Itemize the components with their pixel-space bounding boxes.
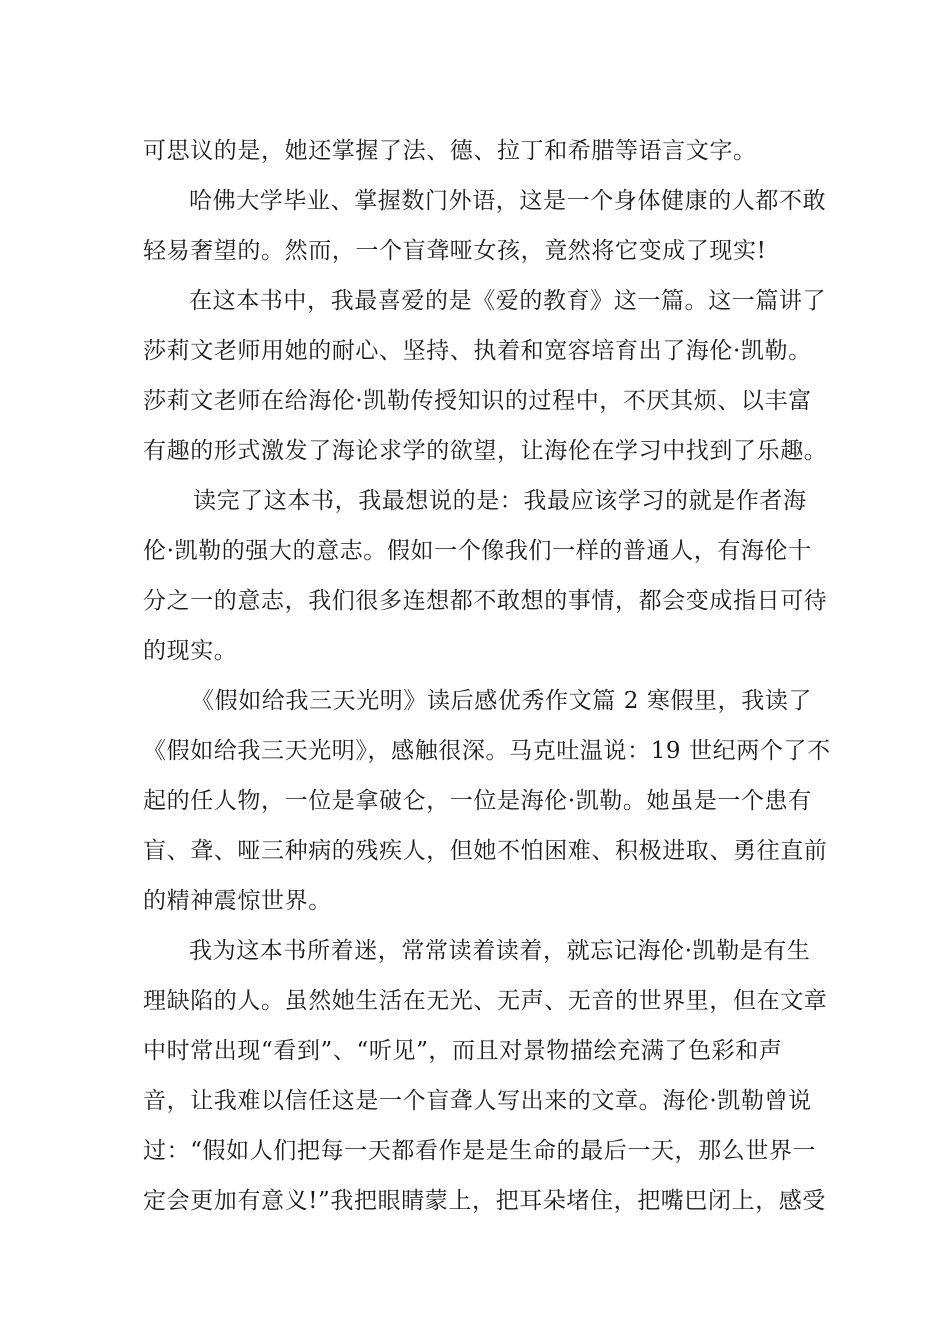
paragraph: [143, 126, 807, 176]
text-line: 中时常出现“看到”、“听见”，而且对景物描绘充满了色彩和声: [143, 1038, 783, 1064]
text-line: 莎莉文老师在给海伦·凯勒传授知识的过程中，不厌其烦、以丰富: [143, 388, 812, 414]
text-line: 起的任人物，一位是拿破仑，一位是海伦·凯勒。她虽是一个患有: [143, 788, 812, 814]
text-line: 过：“假如人们把每一天都看作是是生命的最后一天，那么世界一: [143, 1138, 817, 1164]
text-line: 轻易奢望的。然而，一个盲聋哑女孩，竟然将它变成了现实!: [143, 238, 767, 264]
text-line: 读完了这本书，我最想说的是：我最应该学习的就是作者海: [193, 488, 807, 514]
paragraph: [143, 926, 828, 1226]
text-line: 伦·凯勒的强大的意志。假如一个像我们一样的普通人，有海伦十: [143, 538, 812, 564]
text-line: 哈佛大学毕业、掌握数门外语，这是一个身体健康的人都不敢: [189, 188, 827, 214]
text-line: 分之一的意志，我们很多连想都不敢想的事情，都会变成指日可待: [143, 588, 828, 614]
text-line: 可思议的是，她还掌握了法、德、拉丁和希腊等语言文字。: [143, 138, 757, 164]
paragraph: [143, 476, 828, 676]
text-line: 有趣的形式激发了海论求学的欲望，让海伦在学习中找到了乐趣。: [143, 438, 828, 464]
text-line: 《假如给我三天光明》，感触很深。马克吐温说：19 世纪两个了不: [143, 738, 831, 764]
text-line: 《假如给我三天光明》读后感优秀作文篇 2 寒假里，我读了: [191, 688, 813, 714]
text-line: 在这本书中，我最喜爱的是《爱的教育》这一篇。这一篇讲了: [189, 288, 827, 314]
text-line: 定会更加有意义!”我把眼睛蒙上，把耳朵堵住，把嘴巴闭上，感受: [143, 1188, 827, 1214]
text-line: 的精神震惊世界。: [143, 888, 332, 914]
paragraph: [143, 276, 828, 476]
text-line: 我为这本书所着迷，常常读着读着，就忘记海伦·凯勒是有生: [189, 938, 811, 964]
text-line: 盲、聋、哑三种病的残疾人，但她不怕困难、积极进取、勇往直前: [143, 838, 828, 864]
text-line: 理缺陷的人。虽然她生活在无光、无声、无音的世界里，但在文章: [143, 988, 828, 1014]
paragraph: [143, 676, 831, 926]
text-line: 的现实。: [143, 638, 238, 664]
text-line: 音，让我难以信任这是一个盲聋人写出来的文章。海伦·凯勒曾说: [143, 1088, 812, 1114]
document-body: [143, 126, 831, 1226]
paragraph: [143, 176, 827, 276]
text-line: 莎莉文老师用她的耐心、坚持、执着和宽容培育出了海伦·凯勒。: [143, 338, 812, 364]
